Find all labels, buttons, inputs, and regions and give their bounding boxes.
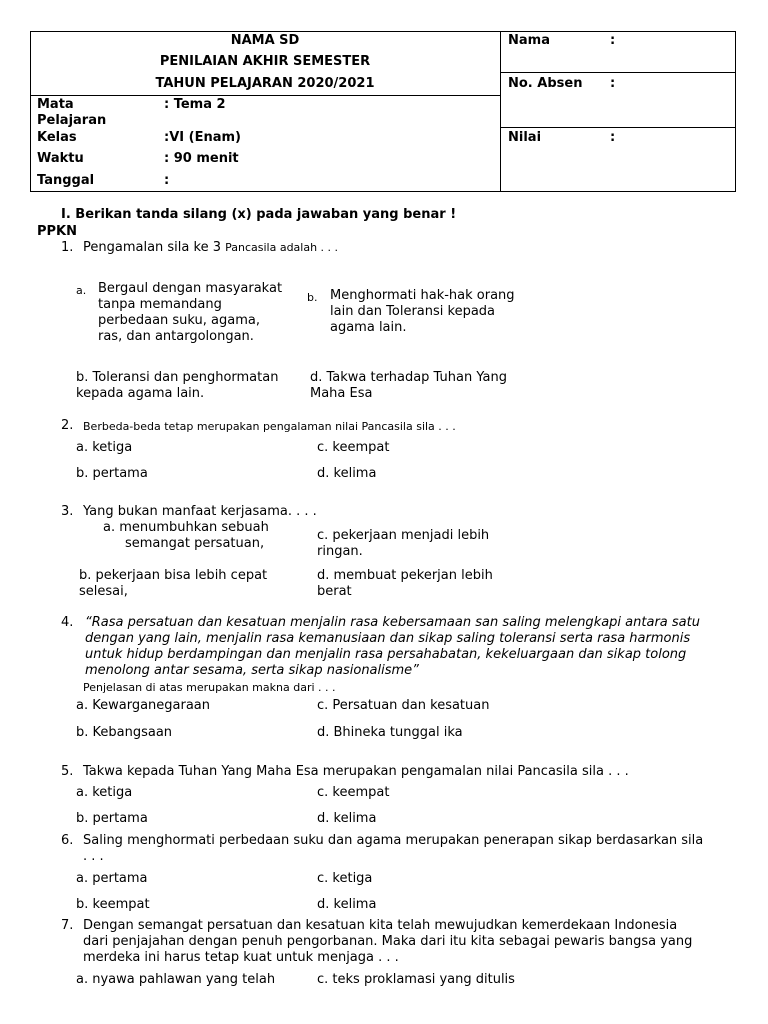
option-a-line: a. menumbuhkan sebuah (103, 520, 269, 535)
option-a: a. ketiga (76, 785, 133, 800)
question-text: Yang bukan manfaat kerjasama. . . . (83, 504, 317, 519)
option-b: b. pertama (76, 466, 148, 481)
option-c-line: c. pekerjaan menjadi lebih (317, 528, 490, 543)
quote-line: menolong antar sesama, serta sikap nasionalisme” (85, 663, 419, 678)
option-a: a. Kewarganegaraan (76, 698, 211, 713)
subject-label: PPKN (37, 224, 78, 239)
school-name: NAMA SD (230, 33, 300, 48)
option-letter-a: a. (76, 284, 87, 297)
value-no-absen: : (610, 76, 616, 91)
value-tanggal: : (164, 173, 170, 188)
label-nilai: Nilai (508, 130, 542, 145)
option-b: b. keempat (76, 897, 150, 912)
quote-line: “Rasa persatuan dan kesatuan menjalin rasa kebersamaan san saling melengkapi antara satu (85, 615, 700, 630)
label-kelas: Kelas (37, 130, 77, 145)
school-year: TAHUN PELAJARAN 2020/2021 (155, 76, 375, 91)
question-number: 2. (61, 418, 74, 433)
question-number: 4. (61, 615, 74, 630)
option-d: d. kelima (317, 811, 377, 826)
quote-line: untuk hidup berdampingan dan menjalin rasa persahabatan, kekeluargaan dan sikap tolong (85, 647, 687, 662)
label-tanggal: Tanggal (37, 173, 95, 188)
option-b-line: agama lain. (330, 320, 407, 335)
section-instruction: I. Berikan tanda silang (x) pada jawaban yang benar ! (61, 207, 457, 222)
option-c-line: b. Toleransi dan penghormatan (76, 370, 279, 385)
option-a-line: Bergaul dengan masyarakat (98, 281, 283, 296)
option-c: c. Persatuan dan kesatuan (317, 698, 490, 713)
label-pelajaran: Pelajaran (37, 113, 107, 128)
table-divider-vertical (500, 31, 501, 192)
option-a-line: perbedaan suku, agama, (98, 313, 260, 328)
option-b-line: Menghormati hak-hak orang (330, 288, 515, 303)
question-number: 7. (61, 918, 74, 933)
table-border-top (30, 31, 736, 32)
question-text-continued: . . . (83, 849, 104, 864)
option-a: a. ketiga (76, 440, 133, 455)
option-b: b. Kebangsaan (76, 725, 173, 740)
option-d: d. kelima (317, 897, 377, 912)
option-a: a. nyawa pahlawan yang telah (76, 972, 276, 987)
label-no-absen: No. Absen (508, 76, 583, 91)
option-d: d. kelima (317, 466, 377, 481)
question-number: 1. (61, 240, 74, 255)
question-text: Saling menghormati perbedaan suku dan agama merupakan penerapan sikap berdasarkan sila (83, 833, 704, 848)
option-a-line: semangat persatuan, (125, 536, 265, 551)
option-d-line: d. Takwa terhadap Tuhan Yang (310, 370, 507, 385)
question-number: 6. (61, 833, 74, 848)
question-text-line: Dengan semangat persatuan dan kesatuan kita telah mewujudkan kemerdekaan Indonesia (83, 918, 678, 933)
option-d-line: berat (317, 584, 352, 599)
table-border-right (735, 31, 736, 192)
option-d: d. Bhineka tunggal ika (317, 725, 463, 740)
option-b: b. pertama (76, 811, 148, 826)
label-nama: Nama (508, 33, 550, 48)
table-divider-left (30, 95, 500, 96)
table-divider-right-1 (500, 72, 736, 73)
option-a-line: tanpa memandang (98, 297, 222, 312)
option-d-line: Maha Esa (310, 386, 373, 401)
option-c: c. keempat (317, 785, 390, 800)
question-text: Takwa kepada Tuhan Yang Maha Esa merupakan pengamalan nilai Pancasila sila . . . (83, 764, 629, 779)
question-number: 5. (61, 764, 74, 779)
value-nilai: : (610, 130, 616, 145)
question-number: 3. (61, 504, 74, 519)
option-letter-b: b. (307, 291, 318, 304)
question-text-line: merdeka ini harus tetap kuat untuk menjaga . . . (83, 950, 399, 965)
header-table (30, 31, 736, 192)
quote-line: dengan yang lain, menjalin rasa kemanusiaan dan sikap saling toleransi serta rasa harmonis (85, 631, 691, 646)
label-mata: Mata (37, 97, 74, 112)
exam-title: PENILAIAN AKHIR SEMESTER (159, 54, 371, 69)
question-text: Penjelasan di atas merupakan makna dari . . . (83, 681, 336, 694)
question-text-small: Pancasila adalah . . . (225, 241, 339, 254)
value-mata-pelajaran: : Tema 2 (164, 97, 226, 112)
option-c: c. teks proklamasi yang ditulis (317, 972, 515, 987)
option-a: a. pertama (76, 871, 148, 886)
label-waktu: Waktu (37, 151, 84, 166)
option-b-line: selesai, (79, 584, 128, 599)
option-a-line: ras, dan antargolongan. (98, 329, 254, 344)
value-kelas: :VI (Enam) (164, 130, 241, 145)
table-border-bottom (30, 191, 736, 192)
question-text-line: dari penjajahan dengan penuh pengorbanan. Maka dari itu kita sebagai pewaris bangsa yang (83, 934, 693, 949)
question-text: Berbeda-beda tetap merupakan pengalaman nilai Pancasila sila . . . (83, 420, 456, 433)
option-c: c. keempat (317, 440, 390, 455)
value-waktu: : 90 menit (164, 151, 239, 166)
option-b-line: lain dan Toleransi kepada (330, 304, 496, 319)
question-text-main: Pengamalan sila ke 3 (83, 240, 226, 255)
option-b-line: b. pekerjaan bisa lebih cepat (79, 568, 268, 583)
table-divider-right-2 (500, 127, 736, 128)
value-nama: : (610, 33, 616, 48)
option-c: c. ketiga (317, 871, 373, 886)
option-c-line: ringan. (317, 544, 363, 559)
option-d-line: d. membuat pekerjan lebih (317, 568, 493, 583)
question-text (83, 240, 338, 255)
option-c-line: kepada agama lain. (76, 386, 205, 401)
